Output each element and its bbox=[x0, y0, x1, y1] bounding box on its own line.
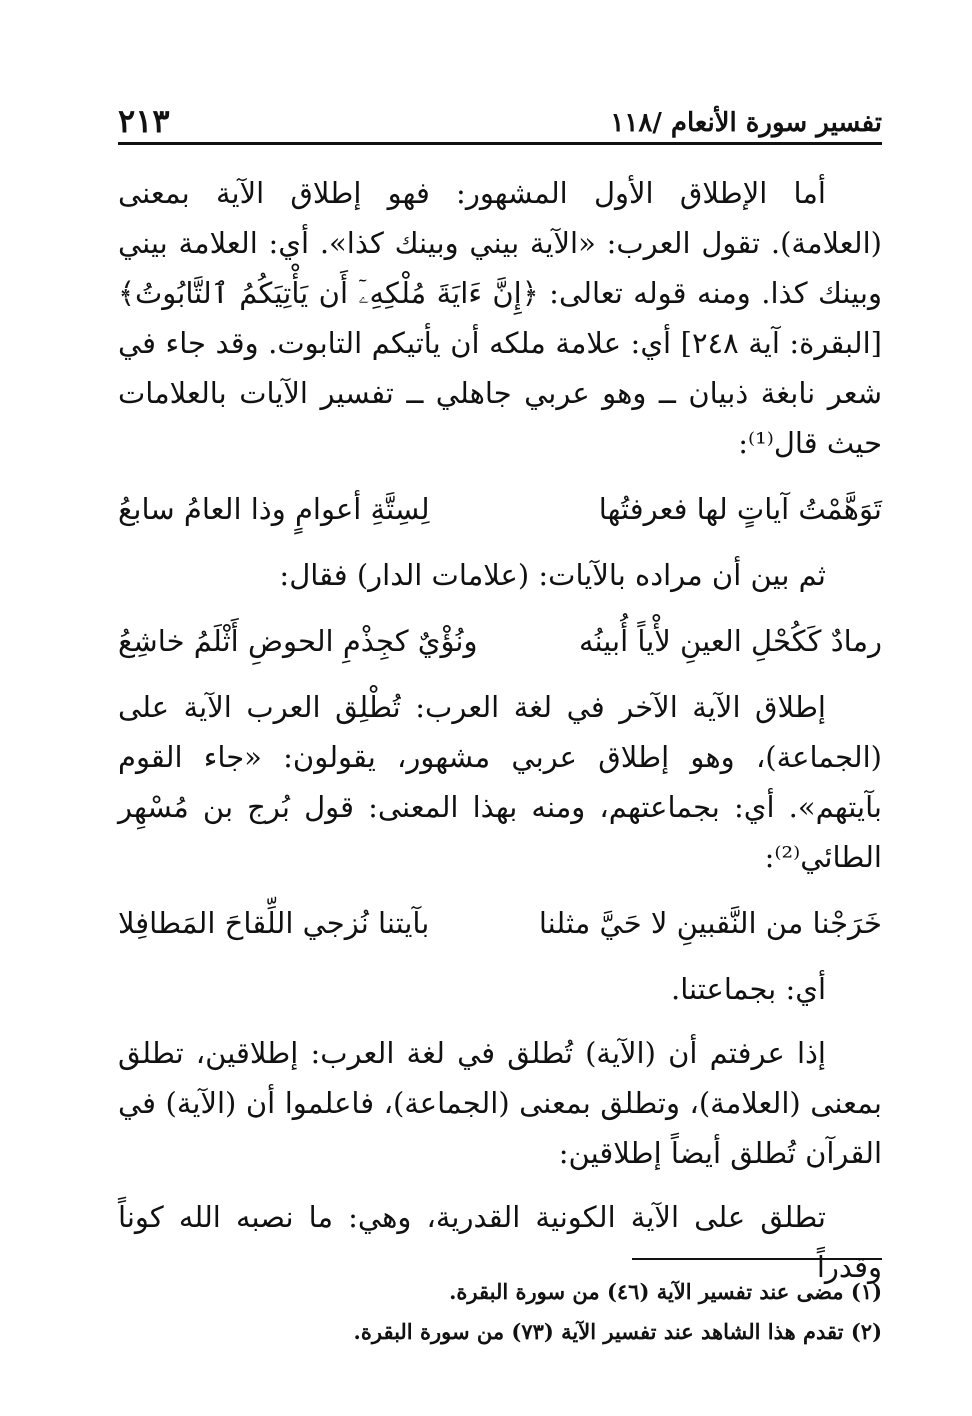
footnote-divider bbox=[632, 1258, 882, 1260]
poem-verse-3 bbox=[118, 896, 882, 950]
verse-1-second-hemistich: لِسِتَّةِ أعوامٍ وذا العامُ سابعُ bbox=[118, 492, 430, 526]
verse-3-second-hemistich: بآيتنا نُزجي اللِّقاحَ المَطافِلا bbox=[118, 906, 430, 940]
footnote-2: (٢) تقدم هذا الشاهد عند تفسير الآية (٧٣) من سورة البقرة. bbox=[353, 1319, 882, 1344]
paragraph-meaning-group: أي: بجماعتنا. bbox=[671, 972, 826, 1006]
running-title: تفسير سورة الأنعام /١١٨ bbox=[610, 108, 882, 138]
poem-verse-2 bbox=[118, 614, 882, 668]
paragraph-cosmic-sign: تطلق على الآية الكونية القدرية، وهي: ما نصبه الله كوناً وقدراً bbox=[118, 1200, 882, 1284]
paragraph-first-meaning: أما الإطلاق الأول المشهور: فهو إطلاق الآية بمعنى (العلامة). تقول العرب: «الآية بيني وبينك كذا». أي: العلامة بيني وبينك كذا. ومنه قوله تعالى: ﴿إِنَّ ءَايَةَ مُلْكِهِۦٓ أَن يَأْتِيَكُمُ ٱلتَّابُوتُ﴾ [البقرة: آية ٢٤٨] أي: علامة ملكه أن يأتيكم التابوت. وقد جاء في شعر نابغة ذبيان ــ وهو عربي جاهلي ــ تفسير الآيات بالعلامات حيث قال⁽¹⁾: bbox=[118, 176, 882, 460]
page-header bbox=[118, 92, 882, 145]
poem-verse-1 bbox=[118, 482, 882, 536]
page-number: ٢١٣ bbox=[118, 102, 170, 140]
page-body bbox=[118, 168, 882, 1292]
paragraph-signs-of-house: ثم بين أن مراده بالآيات: (علامات الدار) فقال: bbox=[279, 558, 826, 592]
verse-2-second-hemistich: ونُؤْيٌ كجِذْمِ الحوضِ أَثْلَمُ خاشِعُ bbox=[118, 624, 478, 658]
verse-1-first-hemistich: تَوَهَّمْتُ آياتٍ لها فعرفتُها bbox=[598, 492, 882, 526]
paragraph-second-meaning: إطلاق الآية الآخر في لغة العرب: تُطْلِق العرب الآية على (الجماعة)، وهو إطلاق عربي مشهور، يقولون: «جاء القوم بآيتهم». أي: بجماعتهم، ومنه بهذا المعنى: قول بُرج بن مُسْهِر الطائي⁽²⁾: bbox=[118, 690, 882, 874]
verse-3-first-hemistich: خَرَجْنا من النَّقبينِ لا حَيَّ مثلنا bbox=[538, 906, 882, 940]
footnote-1: (١) مضى عند تفسير الآية (٤٦) من سورة البقرة. bbox=[449, 1279, 882, 1304]
verse-2-first-hemistich: رمادٌ كَكُحْلِ العينِ لأْياً أُبينُه bbox=[579, 624, 882, 658]
paragraph-two-usages: إذا عرفتم أن (الآية) تُطلق في لغة العرب: إطلاقين، تطلق بمعنى (العلامة)، وتطلق بمعنى (الجماعة)، فاعلموا أن (الآية) في القرآن تُطلق أيضاً إطلاقين: bbox=[118, 1036, 882, 1170]
footnotes bbox=[118, 1258, 882, 1352]
